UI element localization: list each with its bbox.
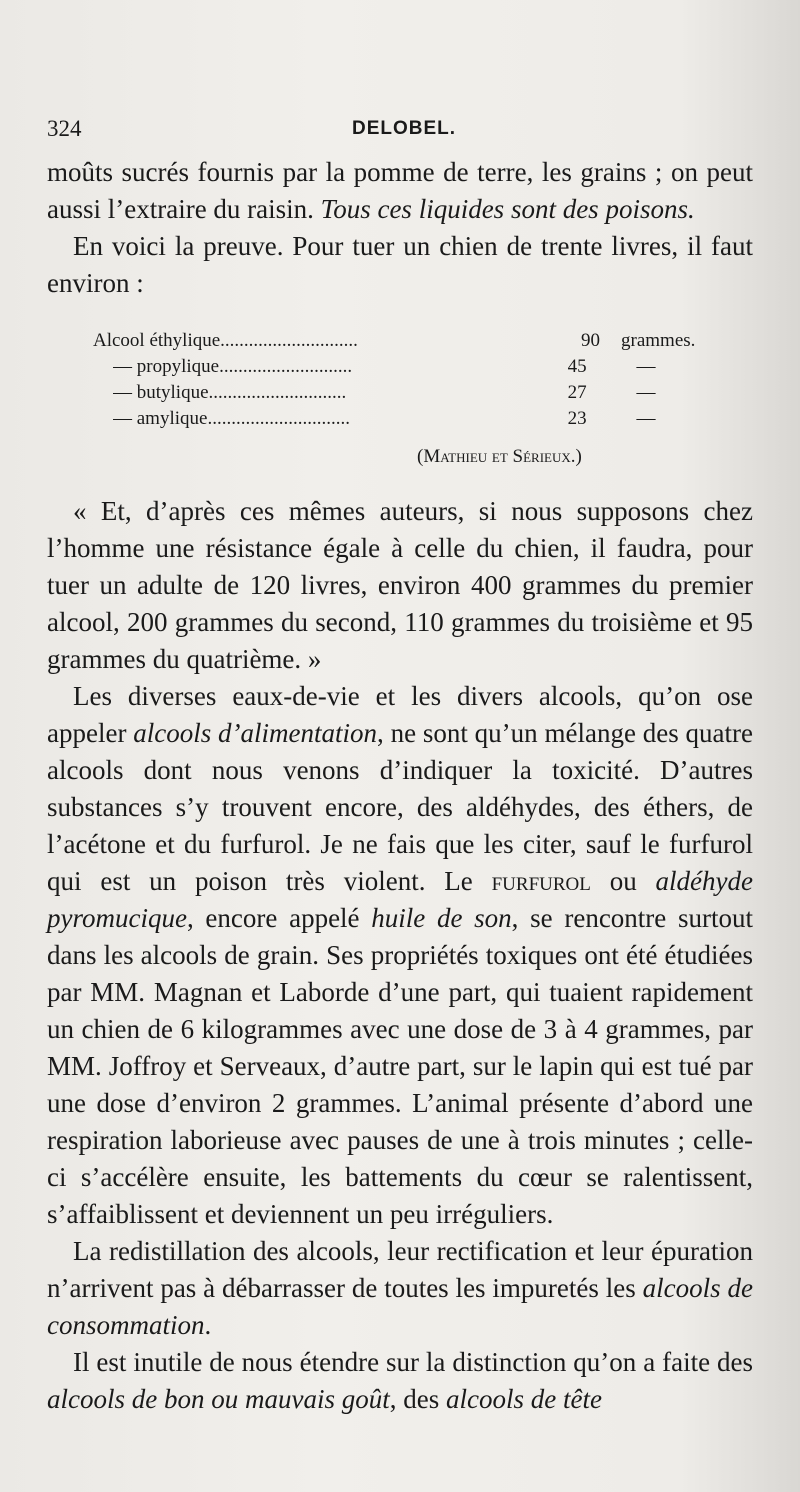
paragraph-6: Il est inutile de nous étendre sur la distinction qu’on a faite des alcools de bon ou mauvais goût, des alcools de tête [47, 1347, 753, 1414]
toxicity-table [93, 328, 753, 432]
page-header [47, 116, 753, 146]
table-row: — butylique............................. 27 — [113, 382, 656, 403]
paragraph-4: Les diverses eaux-de-vie et les divers alcools, qu’on ose appeler alcools d’alimentation, ne sont qu’un mélange des quatre alcools dont nous venons d’indiquer la toxicité. D’autres substances s’y trouvent encore, des aldéhydes, des éthers, de l’acétone et du furfurol. Je ne fais que les citer, sauf le furfurol qui est un poison très violent. Le furfurol ou aldéhyde pyromucique, encore appelé huile de son, se rencontre surtout dans les alcools de grain. Ses propriétés toxiques ont été étudiées par MM. Magnan et Laborde d’une part, qui tuaient rapidement un chien de 6 kilogrammes avec une dose de 3 à 4 grammes, par MM. Joffroy et Serveaux, d’autre part, sur le lapin qui est tué par une dose d’environ 2 grammes. L’animal présente d’abord une respiration laborieuse avec pauses de une à trois minutes ; celle-ci s’accélère ensuite, les battements du cœur se ralentissent, s’affaiblissent et deviennent un peu irréguliers. [47, 681, 753, 1229]
paragraph-3: « Et, d’après ces mêmes auteurs, si nous supposons chez l’homme une résistance égale à celle du chien, il faudra, pour tuer un adulte de 120 livres, environ 400 grammes du premier alcool, 200 grammes du second, 110 grammes du troisième et 95 grammes du quatrième. » [47, 496, 753, 674]
table-row: — amylique.............................. 23 — [113, 408, 656, 429]
table-row: Alcool éthylique............................. 90 grammes. [93, 330, 696, 351]
paragraph-5: La redistillation des alcools, leur rectification et leur épuration n’arrivent pas à débarrasser de toutes les impuretés les alcools de consommation. [47, 1236, 753, 1340]
running-head: DELOBEL. [352, 118, 457, 139]
citation: (Mathieu et Sérieux.) [417, 446, 582, 467]
page-number: 324 [47, 116, 82, 141]
table-row: — propylique............................ 45 — [113, 356, 656, 377]
paragraph-1: moûts sucrés fournis par la pomme de terre, les grains ; on peut aussi l’extraire du raisin. Tous ces liquides sont des poisons. [47, 157, 753, 224]
body-text [47, 154, 753, 1418]
paragraph-2: En voici la preuve. Pour tuer un chien de trente livres, il faut environ : [47, 231, 753, 298]
